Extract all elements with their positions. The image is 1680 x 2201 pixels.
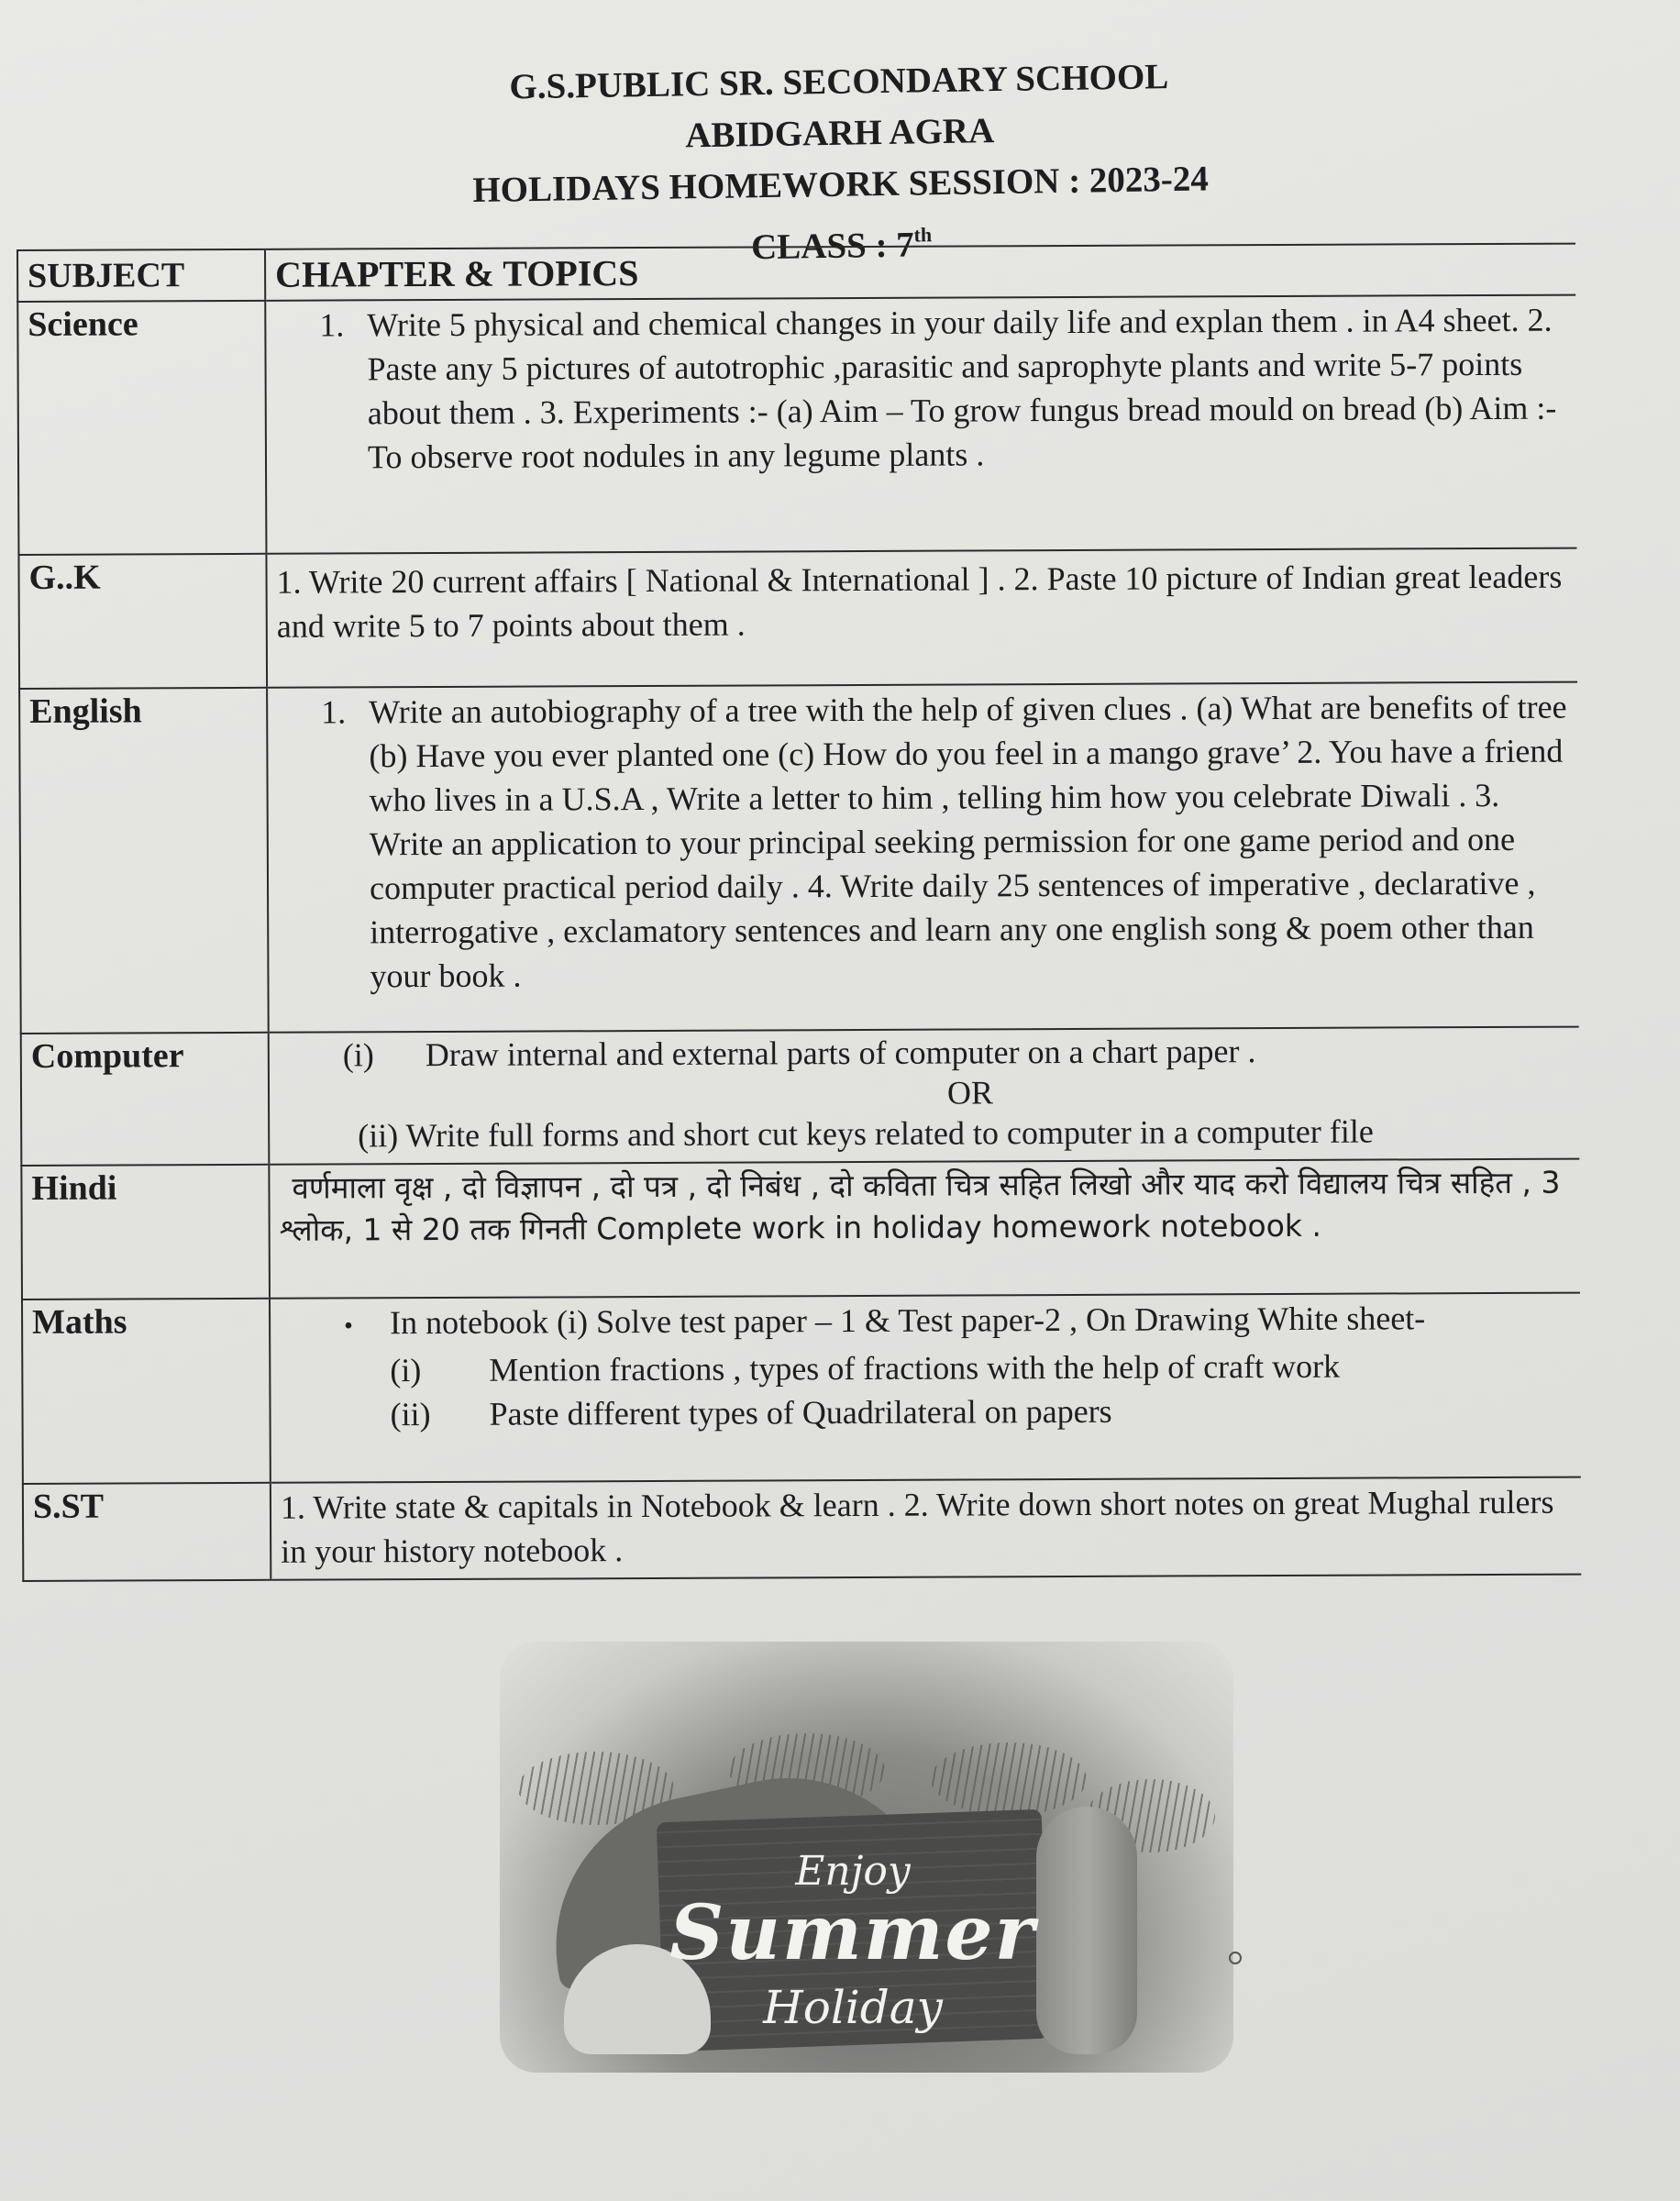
bullet-icon: • — [344, 1311, 354, 1341]
topics-text: वर्णमाला वृक्ष , दो विज्ञापन , दो पत्र , दो निबंध , दो कविता चित्र सहित लिखो और याद करो विद्यालय चित्र सहित , 3 श्लोक, 1 से 20 तक गिनती Complete work in holiday homework notebook . — [279, 1164, 1561, 1248]
subject-cell: Computer — [21, 1033, 270, 1166]
sub-item-text: Paste different types of Quadrilateral on papers — [489, 1392, 1112, 1432]
table-row-english — [19, 682, 1579, 1034]
subject-cell: Hindi — [21, 1165, 270, 1300]
sub-item-number: (i) — [390, 1352, 422, 1389]
surfboard-icon — [1036, 1807, 1137, 2054]
topics-text: Write an autobiography of a tree with the help of given clues . (a) What are benefits of tree (b) Have you ever planted one (c) How do you feel in a mango grave’ 2. You have a friend who lives in a U.S.A , Write a letter to him , telling him how you celebrate Diwali . 3. Write an application to your principal seeking permission for one game period and one computer practical period daily . 4. Write daily 25 sentences of imperative , declarative , interrogative , exclamatory sentences and learn any one english song & poem other than your book . — [369, 688, 1567, 995]
topics-cell — [269, 1159, 1580, 1299]
table-row-hindi — [21, 1159, 1580, 1300]
subject-cell: Maths — [22, 1299, 271, 1484]
class-suffix: th — [913, 223, 933, 247]
stray-circle-mark — [1229, 1952, 1242, 1964]
table-header-row — [17, 244, 1575, 302]
subject-cell: S.ST — [23, 1483, 271, 1581]
topics-cell: 1. Write 20 current affairs [ National & International ] . 2. Paste 10 picture of Indian great leaders and write 5 to 7 points about them . — [266, 548, 1577, 688]
school-name: G.S.PUBLIC SR. SECONDARY SCHOOL — [509, 57, 1169, 107]
sub-item-number: (ii) — [390, 1396, 431, 1433]
palm-leaf-icon — [931, 1742, 1087, 1816]
topics-cell — [269, 1027, 1580, 1165]
homework-table — [17, 243, 1581, 1582]
computer-option-2: (ii) Write full forms and short cut keys related to computer in a computer file — [358, 1112, 1374, 1155]
maths-bullet-item — [280, 1296, 1571, 1349]
subject-cell: Science — [17, 301, 266, 555]
banner-text-enjoy: Enjoy — [795, 1848, 911, 1895]
topics-text: Write 5 physical and chemical changes in your daily life and explan them . in A4 sheet. 2. Paste any 5 pictures of autotrophic ,parasitic and saprophyte plants and write 5-7 points about them . 3. Experiments :- (a) Aim – To grow fungus bread mould on bread (b) Aim :- To observe root nodules in any legume plants . — [367, 301, 1557, 476]
sub-item-text: Mention fractions , types of fractions with the help of craft work — [489, 1347, 1341, 1388]
topics-cell: 1. Write state & capitals in Notebook & learn . 2. Write down short notes on great Mughal rulers in your history notebook . — [271, 1477, 1581, 1580]
maths-sub-item — [280, 1388, 1571, 1437]
table-row-gk — [18, 548, 1577, 689]
table-row-computer — [21, 1027, 1580, 1166]
class-label: CLASS : 7 — [750, 225, 915, 268]
maths-sub-item — [280, 1344, 1571, 1393]
item-number: 1. — [319, 306, 345, 344]
topics-cell — [265, 295, 1576, 554]
table-row-science — [17, 295, 1576, 555]
session-title: HOLIDAYS HOMEWORK SESSION : 2023-24 — [472, 159, 1210, 211]
option-text: Draw internal and external parts of computer on a chart paper . — [425, 1033, 1256, 1074]
banner-text-summer: Summer — [669, 1889, 1036, 1977]
topics-cell — [270, 1293, 1581, 1483]
column-header-topics: CHAPTER & TOPICS — [265, 244, 1575, 301]
subject-cell: G..K — [18, 554, 267, 689]
table-row-sst — [23, 1477, 1581, 1581]
school-location: ABIDGARH AGRA — [684, 111, 995, 156]
banner-text-holiday: Holiday — [763, 1981, 943, 2034]
column-header-subject: SUBJECT — [17, 249, 265, 302]
item-number: 1. — [321, 693, 347, 731]
subject-cell: English — [19, 688, 269, 1034]
table-row-maths — [22, 1293, 1581, 1484]
computer-option-1 — [279, 1030, 1570, 1076]
option-number: (i) — [342, 1036, 374, 1074]
bullet-text: In notebook (i) Solve test paper – 1 & Test paper-2 , On Drawing White sheet- — [390, 1300, 1426, 1342]
homework-sheet — [17, 243, 1581, 1582]
topics-cell — [267, 682, 1579, 1033]
summer-holiday-banner-image — [500, 1642, 1233, 2073]
or-separator: OR — [946, 1074, 994, 1112]
